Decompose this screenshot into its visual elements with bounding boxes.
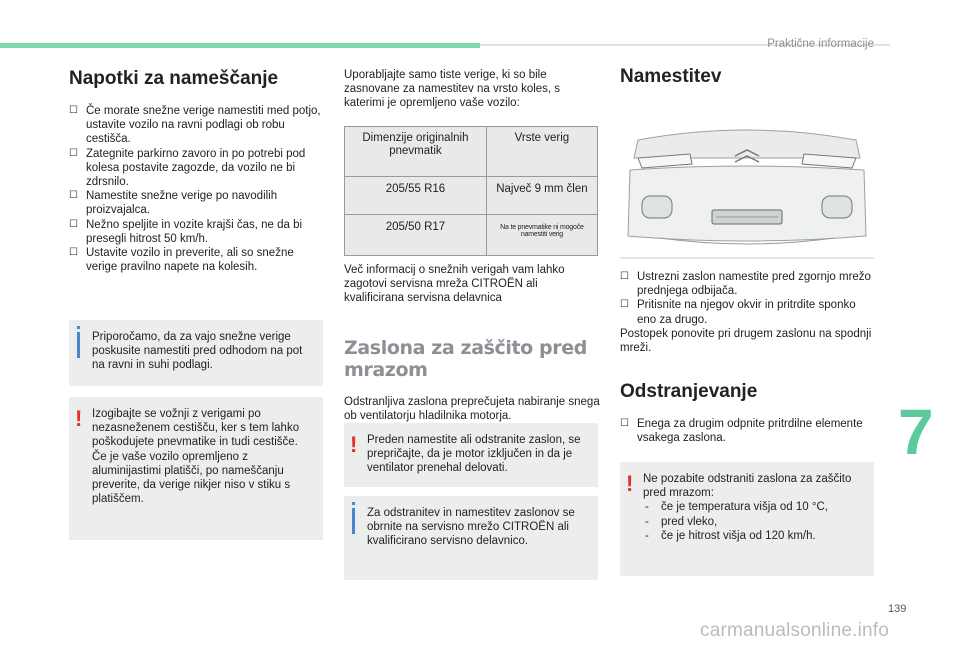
list-item: ☐ Zategnite parkirno zavoro in po potrebi pod kolesa postavite zagozde, da vozilo ne bi zdrsnilo. <box>69 147 306 189</box>
checkbox-bullet-icon: ☐ <box>69 247 78 259</box>
list-item: ☐ Ustrezni zaslon namestite pred zgornjo mrežo prednjega odbijača. <box>620 271 871 298</box>
frost-screens-section <box>344 337 614 423</box>
checkbox-bullet-icon: ☐ <box>69 218 78 230</box>
checkbox-bullet-icon: ☐ <box>620 299 629 311</box>
table-cell: 205/55 R16 <box>345 177 487 215</box>
checkbox-bullet-icon: ☐ <box>620 418 629 429</box>
info-icon <box>352 508 355 534</box>
middle-column <box>344 68 598 111</box>
install-section <box>620 66 874 88</box>
list-item: ☐ Pritisnite na njegov okvir in pritrdite sponko eno za drugo. <box>620 299 856 326</box>
chapter-number: 7 <box>898 396 934 468</box>
checkbox-bullet-icon: ☐ <box>69 147 78 159</box>
car-front-illustration <box>620 118 874 260</box>
left-column <box>69 68 323 274</box>
info-icon <box>77 332 80 358</box>
list-item: ☐ Namestite snežne verige po navodilih proizvajalca. <box>69 190 278 217</box>
checkbox-bullet-icon: ☐ <box>620 271 629 282</box>
running-title: Praktične informacije <box>767 38 874 50</box>
table-cell: Na te pnevmatike ni mogoče namestiti verig <box>486 215 597 256</box>
section-title-removal: Odstranjevanje <box>620 381 758 402</box>
checkbox-bullet-icon: ☐ <box>69 190 78 202</box>
info-box: Za odstranitev in namestitev zaslonov se obrnite na servisno mrežo CITROËN ali kvalificirano servisno delavnico. <box>344 496 598 580</box>
table-row <box>345 215 598 256</box>
install-note: Postopek ponovite pri drugem zaslonu na spodnji mreži. <box>620 327 872 355</box>
list-item: ☐ Nežno speljite in vozite krajši čas, ne da bi presegli hitrost 50 km/h. <box>69 218 303 245</box>
frost-screens-text: Odstranljiva zaslona preprečujeta nabiranje snega ob ventilatorju hladilnika motorja. <box>344 396 600 423</box>
warning-box: ! Ne pozabite odstraniti zaslona za zaščito pred mrazom: - če je temperatura višja od 10 °C, - pred vleko, - če je hitrost višja od 120 km/h. <box>620 462 874 576</box>
list-item: - če je hitrost višja od 120 km/h. <box>643 529 866 543</box>
table-header-cell: Vrste verig <box>486 127 597 177</box>
list-item: - pred vleko, <box>643 515 866 529</box>
section-title-frost-screens: Zaslona za zaščito pred mrazom <box>344 337 587 381</box>
checkbox-bullet-icon: ☐ <box>69 105 78 116</box>
table-row <box>345 177 598 215</box>
install-steps <box>620 270 874 355</box>
list-item: - če je temperatura višja od 10 °C, <box>643 500 866 514</box>
header-accent-bar <box>0 43 480 48</box>
warning-icon: ! <box>75 406 83 431</box>
warning-box: ! Preden namestite ali odstranite zaslon, se prepričajte, da je motor izključen in da je ventilator prenehal delovati. <box>344 423 598 487</box>
warning-icon: ! <box>626 471 634 496</box>
table-header-row <box>345 127 598 177</box>
table-cell: 205/50 R17 <box>345 215 487 256</box>
warning-box: ! Izogibajte se vožnji z verigami po nezasneženem cestišču, ker s tem lahko poškodujete pnevmatike in tudi cestišče. Če je vaše vozilo opremljeno z aluminijastimi platišči, po nameščanju preverite, da verige nikjer niso v stiku s platiščem. <box>69 397 323 540</box>
chains-more-info: Več informacij o snežnih verigah vam lahko zagotovi servisna mreža CITROËN ali kvalificirana servisna delavnica <box>344 264 565 305</box>
section-title-installation-tips: Napotki za nameščanje <box>69 68 279 89</box>
table-header-cell: Dimenzije originalnih pnevmatik <box>345 127 487 177</box>
table-cell: Največ 9 mm člen <box>486 177 597 215</box>
list-item: ☐ Ustavite vozilo in preverite, ali so snežne verige pravilno napete na kolesih. <box>69 247 294 274</box>
chains-intro-text: Uporabljajte samo tiste verige, ki so bile zasnovane za namestitev na vrsto koles, s katerimi je opremljeno vaše vozilo: <box>344 69 561 110</box>
removal-section <box>620 381 874 445</box>
list-item: ☐ Enega za drugim odpnite pritrdilne elemente vsakega zaslona. <box>620 418 863 445</box>
section-title-installation: Namestitev <box>620 66 722 87</box>
watermark: carmanualsonline.info <box>700 620 890 641</box>
list-item: ☐ Če morate snežne verige namestiti med potjo, ustavite vozilo na ravni podlagi ob robu cestišča. <box>69 105 321 146</box>
page-number: 139 <box>888 603 907 615</box>
warning-icon: ! <box>350 432 358 457</box>
info-box: Priporočamo, da za vajo snežne verige poskusite namestiti pred odhodom na pot na ravni in suhi podlagi. <box>69 320 323 386</box>
tyre-chain-table <box>344 126 598 256</box>
